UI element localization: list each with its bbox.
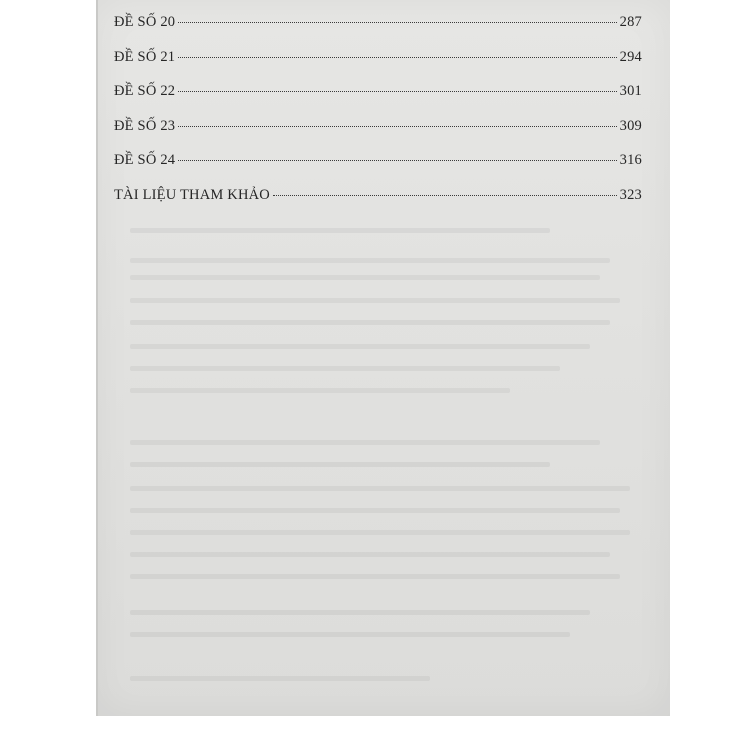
table-of-contents — [114, 14, 642, 221]
toc-entry-title: ĐỀ SỐ 24 — [114, 152, 176, 168]
toc-entry — [114, 49, 642, 84]
bleed-through-line — [130, 275, 600, 280]
toc-entry-title: TÀI LIỆU THAM KHẢO — [114, 186, 270, 203]
bleed-through-line — [130, 298, 620, 303]
toc-entry-page: 294 — [619, 48, 642, 65]
book-page — [96, 0, 670, 716]
toc-entry-page: 323 — [619, 186, 642, 203]
toc-entry-title: ĐỀ SỐ 21 — [114, 48, 176, 65]
bleed-through-line — [130, 632, 570, 637]
bleed-through-line — [130, 574, 620, 579]
toc-leader-dots — [273, 195, 617, 196]
toc-entry-title: ĐỀ SỐ 20 — [114, 14, 176, 30]
bleed-through-line — [130, 366, 560, 371]
toc-entry-page: 316 — [619, 152, 642, 168]
toc-entry — [114, 152, 642, 187]
bleed-through-line — [130, 610, 590, 615]
bleed-through-line — [130, 440, 600, 445]
toc-entry-page: 309 — [619, 117, 642, 134]
bleed-through-line — [130, 388, 510, 393]
toc-leader-dots — [178, 57, 616, 58]
toc-entry — [114, 118, 642, 153]
toc-entry-title: ĐỀ SỐ 22 — [114, 83, 176, 99]
toc-leader-dots — [178, 91, 616, 92]
bleed-through-line — [130, 228, 550, 233]
bleed-through-line — [130, 344, 590, 349]
toc-entry-page: 301 — [619, 83, 642, 99]
toc-entry — [114, 14, 642, 49]
toc-entry-page: 287 — [619, 14, 642, 30]
bleed-through-line — [130, 530, 630, 535]
bleed-through-line — [130, 486, 630, 491]
bleed-through-line — [130, 552, 610, 557]
bleed-through-line — [130, 676, 430, 681]
toc-leader-dots — [178, 126, 616, 127]
bleed-through-line — [130, 320, 610, 325]
toc-leader-dots — [178, 160, 616, 161]
toc-entry — [114, 83, 642, 118]
toc-entry-title: ĐỀ SỐ 23 — [114, 117, 176, 134]
bleed-through-line — [130, 258, 610, 263]
toc-entry — [114, 187, 642, 222]
bleed-through-line — [130, 508, 620, 513]
bleed-through-line — [130, 462, 550, 467]
toc-leader-dots — [178, 22, 616, 23]
